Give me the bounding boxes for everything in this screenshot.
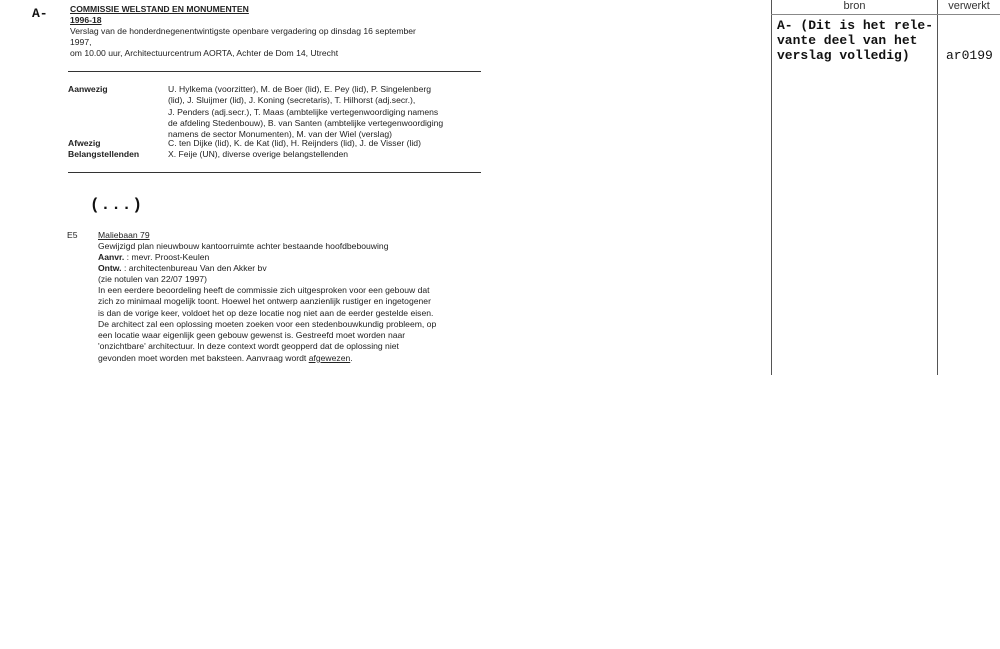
source-line: vante deel van het — [777, 33, 918, 48]
stakeholders-list: X. Feije (UN), diverse overige belangstellenden — [168, 149, 349, 159]
body-line: 'onzichtbare' architectuur. In deze context wordt geopperd dat de oplossing niet — [98, 341, 399, 352]
table-left-border — [771, 0, 772, 375]
body-line: De architect zal een oplossing moeten zoeken voor een stedenbouwkundig probleem, op — [98, 318, 437, 329]
applicant-value: : mevr. Proost-Keulen — [126, 252, 210, 262]
document-title: COMMISSIE WELSTAND EN MONUMENTEN — [70, 4, 249, 14]
header-line-3: om 10.00 uur, Architectuurcentrum AORTA, Achter de Dom 14, Utrecht — [70, 48, 339, 58]
present-line: namens de sector Monumenten), M. van der Wiel (verslag) — [168, 129, 393, 140]
body-line: In een eerdere beoordeling heeft de commissie zich uitgesproken voor een gebouw dat — [98, 285, 430, 295]
header-line-1: Verslag van de honderdnegenentwintigste openbare vergadering op dinsdag 16 september — [70, 26, 416, 36]
body-line: zich zo minimaal mogelijk toont. Hoewel het ontwerp aanzienlijk rustiger en ingetogener — [98, 296, 431, 307]
source-cell — [777, 18, 933, 63]
omission-ellipsis: (...) — [90, 196, 144, 214]
table-header-rule — [771, 14, 1000, 15]
column-header-processed: verwerkt — [948, 0, 990, 12]
designer-value: : architectenbureau Van den Akker bv — [123, 263, 267, 273]
source-line: verslag volledig) — [777, 48, 910, 63]
present-line: J. Penders (adj.secr.), T. Maas (ambtelijke vertegenwoordiging namens — [168, 106, 439, 117]
present-line: de afdeling Stedenbouw), B. van Santen (ambtelijke vertegenwoordiging — [168, 117, 444, 128]
applicant-row — [98, 252, 209, 263]
body-line-suffix: . — [350, 352, 353, 363]
divider-bottom — [68, 172, 481, 173]
body-line: een locatie waar eigenlijk geen gebouw gewenst is. Gestreefd moet worden naar — [98, 330, 406, 341]
margin-mark: A- — [32, 6, 48, 21]
present-line: U. Hylkema (voorzitter), M. de Boer (lid), E. Pey (lid), P. Singelenberg — [168, 84, 431, 94]
item-body — [98, 285, 436, 364]
present-label: Aanwezig — [68, 84, 108, 94]
item-address: Maliebaan 79 — [98, 230, 150, 240]
document-number: 1996-18 — [70, 15, 102, 25]
present-list — [168, 84, 443, 140]
stakeholders-label: Belangstellenden — [68, 149, 140, 159]
body-line: is dan de vorige keer, voldoet het op deze locatie nog niet aan de eerder gestelde eisen. — [98, 307, 434, 318]
absent-list: C. ten Dijke (lid), K. de Kat (lid), H. Reijnders (lid), J. de Visser (lid) — [168, 138, 421, 148]
verdict-text: afgewezen — [308, 352, 351, 363]
processed-cell: ar0199 — [946, 48, 993, 63]
body-line-prefix: gevonden moet worden met baksteen. Aanvraag wordt — [98, 352, 309, 363]
body-last-line — [98, 353, 436, 364]
column-header-source: bron — [843, 0, 866, 12]
source-line: A- (Dit is het rele- — [777, 18, 934, 33]
present-line: (lid), J. Sluijmer (lid), J. Koning (secretaris), T. Hilhorst (adj.secr.), — [168, 95, 416, 106]
table-column-divider — [937, 0, 938, 375]
divider-top — [68, 71, 481, 72]
designer-row — [98, 263, 267, 274]
designer-label: Ontw. — [98, 263, 122, 273]
applicant-label: Aanvr. — [98, 252, 125, 262]
item-description: Gewijzigd plan nieuwbouw kantoorruimte achter bestaande hoofdbebouwing — [98, 241, 389, 251]
absent-label: Afwezig — [68, 138, 101, 148]
notes-reference: (zie notulen van 22/07 1997) — [98, 274, 207, 284]
header-line-2: 1997, — [70, 37, 92, 47]
item-code: E5 — [67, 230, 78, 240]
